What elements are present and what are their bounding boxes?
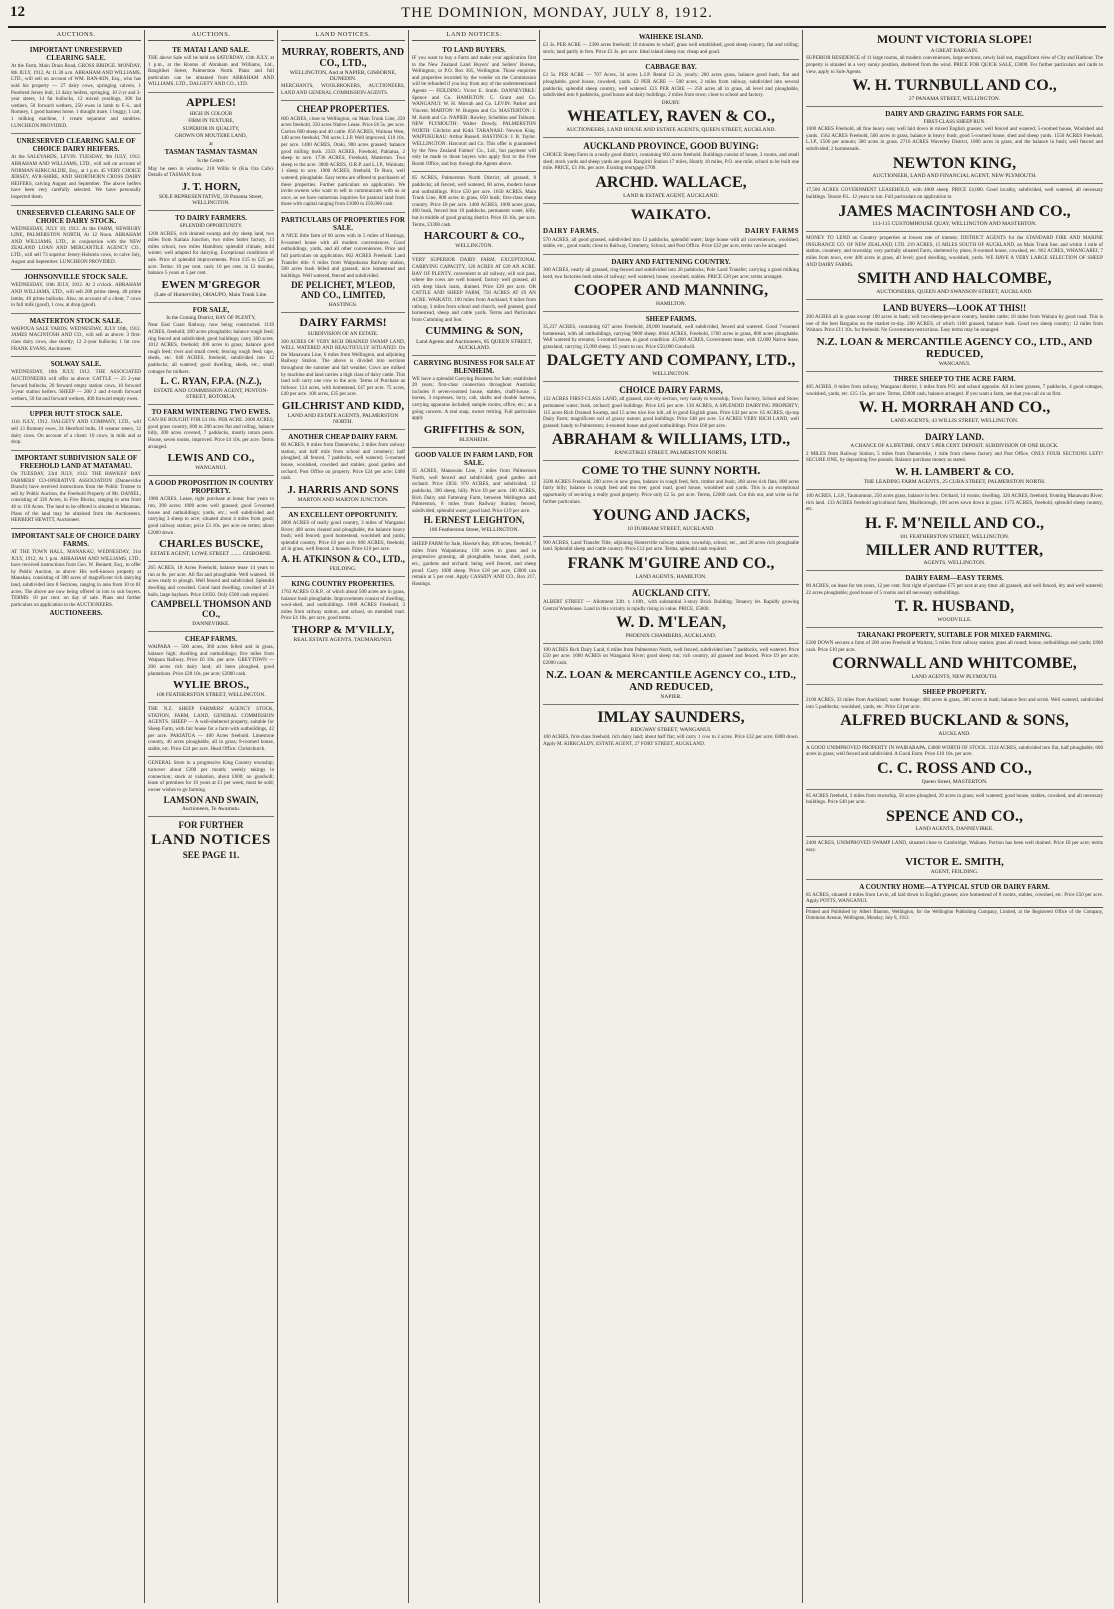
ad-title: DAIRY AND GRAZING FARMS FOR SALE. bbox=[885, 109, 1024, 118]
ad-waiheke bbox=[543, 30, 799, 60]
ad-mneill bbox=[806, 490, 1103, 571]
agent-name: LAMSON AND SWAIN, bbox=[163, 794, 259, 805]
ad-body: CHOICE Sheep Farm in a really good district, containing 602 acres freehold. Buildings consist of house, 3 rooms, and small shed; stock yards and sheep yards are good. Rangiriri Station 17 miles, Huntly 18 miles, P.O. one mile, school to be built one mile. PRICE, £3 10s. per acre. Existing mortgage £700. bbox=[543, 152, 799, 172]
ad-title: TO DAIRY FARMERS. bbox=[175, 213, 247, 222]
agent-name: MURRAY, ROBERTS, AND CO., LTD., bbox=[281, 47, 405, 69]
ad-subtitle: SUBDIVISION OF AN ESTATE. bbox=[307, 331, 379, 338]
ad-dairy-stock bbox=[11, 206, 141, 271]
ad-subtitle: A GREAT BARGAIN. bbox=[930, 47, 979, 54]
ad-body: 1980 ACRES, Lease, right purchase at lease; four years to run, 390 acres; 1000 acres well grassed; good 5-roomed house and outbuildings; yards, etc.; well subdivided and carrying 3 sheep to acre; situated about 4 miles from good; good railway station; price £3 10s. per acre on terms; about £2000 down. bbox=[148, 496, 274, 536]
ad-dairy-farms bbox=[281, 313, 405, 430]
ad-particulars bbox=[281, 213, 405, 313]
agent-address: NAPIER. bbox=[660, 693, 682, 700]
ad-body: IF you want to buy a Farm and make your application first to the New Zealand Land Buyers' and Sellers' Bureau, Wellington, or P.O. Box 305, Wellington. Those enquiries and properties recorded by the vendor on the Commission will be refunded if you buy from any of the undermentioned Agents — FEILDING: Victor E. Smith. DANNEVIRKE: Spence and Co. HAMILTON: C. Grant and Co. WANGANUI: W. H. Morrah and Co. LEVIN: Parker and Vincent. MARTON: W. Burgess and Co. MASTERTON: J. M. Keith and Co. NAPIER: Rowley, Schelbles and Tolhurst. NEW PLYMOUTH: Walter Dowdy. PALMERSTON NORTH: Gilchrist and Kidd. TARANAKI: Newton King. WAIPUKURAU: Arthur Russell. HASTINGS: J. B. Taylor. WELLINGTON: Harcourt and Co. This offer is guaranteed by the New Zealand Farmer' Co., Ltd., but payment will only be made to those buyers who apply first to the Free Booth Office, and buy through the Agents above. bbox=[412, 55, 536, 167]
ad-title: UNRESERVED CLEARING SALE OF CHOICE DAIRY HEIFERS. bbox=[16, 137, 136, 154]
ad-body: £200 DOWN secures a farm of 200 acres Freehold at Waitara, 5 miles from railway station; grass all round; house, outbuildings and yards; £800 cash. Price £10 per acre. bbox=[806, 640, 1103, 653]
ad-masterton bbox=[11, 314, 141, 357]
agent-address: PHOENIX CHAMBERS, AUCKLAND. bbox=[625, 632, 717, 639]
column-heading: LAND NOTICES. bbox=[281, 30, 405, 41]
ad-spence bbox=[806, 790, 1103, 838]
agent-address: LAND AGENTS, DANNEVIRKE. bbox=[915, 826, 994, 833]
agent-address: REAL ESTATE AGENTS, TAUMARUNUI. bbox=[293, 637, 393, 644]
agent-name: J. HARRIS AND SONS bbox=[287, 483, 399, 496]
agent-address: AUCKLAND. bbox=[938, 730, 971, 737]
ad-swamp-land bbox=[806, 837, 1103, 879]
ad-body: MONEY TO LEND on Country properties at lowest rate of interest. DISTRICT AGENTS for the STANDARD FIRE AND MARINE INSURANCE CO. OF NEW ZEALAND, LTD. 219 ACRES, 15 MILES SOUTH OF AUCKLAND, on Main Trunk line, and within 1 mile of station, creamery, and township; very partially situated Farm, sheltered by pines; 8-roomed house, cowshed, etc. 662 ACRES, WHANGAREI; 7 miles from town, over 400 acres in grass, all level; good dwelling, woolshed, yards. WE HAVE A VERY LARGE SELECTION OF SHEEP AND DAIRY FARMS. bbox=[806, 235, 1103, 268]
ad-title: AUCKLAND CITY. bbox=[631, 587, 711, 598]
ad-title: AN EXCELLENT OPPORTUNITY. bbox=[288, 510, 398, 519]
ad-line: GROWN ON MOUTERE LAND, bbox=[175, 133, 247, 140]
columns bbox=[8, 30, 1106, 1603]
ad-body: WAIPARA — 500 acres, 360 acres felled and in grass, balance high; dwelling and outbuildings; five miles from Waipara Railway. Price £6 10s. per acre. GREYTOWN — 200 acres rich dairy land; all been ploughed, good plantations. Price £28 10s. per acre; £2000 cash. bbox=[148, 644, 274, 677]
ad-body: 35,237 ACRES, containing 627 acres Freehold, 28,000 leasehold, well subdivided, fenced and watered. Good 7-roomed homestead, with all outbuildings, carrying 9000 sheep. 6044 ACRES, Freehold, 1700 acres in grass, 800 acres ploughable. Well watered by streams; 5-roomed house, in good condition. 45,000 ACRES, Government lease, with 12,000 Native lease, grassland, carrying 15,000 sheep. 15 years to run. Price £50,000 Goodwill. bbox=[543, 323, 799, 350]
ad-body: 570 ACRES, all good grassed, subdivided into 12 paddocks, splendid water; large house with all conveniences, woolshed, stable, etc., good roads; close to Railway, Creamery, School, and Post Office. Price £22 per acre, terms can be arranged. bbox=[543, 236, 799, 250]
agent-address: 10 DURHAM STREET, AUCKLAND. bbox=[627, 525, 715, 532]
ad-te-matai bbox=[148, 43, 274, 93]
newspaper-title: THE DOMINION, MONDAY, JULY 8, 1912. bbox=[401, 5, 713, 21]
agent-name: A. H. ATKINSON & CO., LTD., bbox=[281, 554, 405, 564]
agent-address: Queen Street, MASTERTON. bbox=[921, 778, 988, 785]
ad-title: IMPORTANT SALE OF CHOICE DAIRY FARMS. bbox=[11, 531, 141, 548]
agent-name: DALGETY AND COMPANY, LTD., bbox=[546, 352, 796, 370]
masthead bbox=[8, 4, 1106, 28]
ad-line: SUPERIOR IN QUALITY, bbox=[182, 125, 240, 132]
ad-body: WEDNESDAY, 10th JULY, 1912. THE ASSOCIATED AUCTIONEERS will offer as above: CATTLE — 25 2-year forward bullocks, 20 forward empty station cows, 10 forward 3-year station heifers. SHEEP — 200 2 and 4-tooth forward wethers, 50 fat and forward wethers, 400 forward empty ewes. bbox=[11, 369, 141, 402]
agent-address: WELLINGTON. bbox=[455, 243, 493, 250]
ad-dairy-land bbox=[806, 429, 1103, 490]
ad-title: AUCKLAND PROVINCE, GOOD BUYING: bbox=[583, 140, 759, 151]
agent-address: BLENHEIM. bbox=[459, 437, 489, 444]
ad-body: 2800 ACRES of really good country, 3 miles of Wanganui River; 400 acres cleared and ploughable, the balance heavy bush; well fenced; good homestead, woolshed and yards; splendid country. Price £6 per acre. 800 ACRES, freehold, all in grass, well fenced. 2 houses. Price £10 per acre. bbox=[281, 519, 405, 553]
agent-name: W. H. TURNBULL AND CO., bbox=[852, 77, 1057, 95]
agent-address: 101 FEATHERSTON STREET, WELLINGTON. bbox=[899, 533, 1010, 540]
ad-body: Near East Coast Railway, now being constructed. 1139 ACRES, freehold; 200 acres ploughable; balance rough feed; ring fenced and subdivided; good buildings; carry 300 acres. 1012 ACRES, freehold; 400 acres in grass; balance good rough feed; river and small creek; fencing rough feed; tape, sheds, etc. 640 ACRES, freehold, subdivided into 12 paddocks; all watered; good dwelling, sheds, etc.; small cottages for milkers. bbox=[148, 322, 274, 375]
ad-auckland-province bbox=[543, 138, 799, 204]
agent-address: THE LEADING FARM AGENTS, 25 CUBA STREET, PALMERSTON NORTH. bbox=[863, 479, 1046, 486]
ad-harcourt bbox=[412, 172, 536, 254]
ad-body: £3 3s. PER ACRE — 2300 acres freehold; 10 minutes to wharf; grass well established; good sheep country, flat and rolling; stock; land partly in fern. Price £3 3s. per acre. Ideal island sheep run; cheap and good. bbox=[543, 42, 799, 55]
agent-name: NEWTON KING, bbox=[892, 154, 1017, 172]
agent-name: COOPER AND MANNING, bbox=[573, 282, 769, 300]
ad-title: SHEEP PROPERTY. bbox=[922, 687, 987, 696]
ad-body: 2400 ACRES, UNIMPROVED SWAMP LAND, situated close to Cambridge, Waikato. Portion has been well drained. Price £8 per acre; terms easy. bbox=[806, 840, 1103, 853]
ad-line: TASMAN TASMAN TASMAN bbox=[164, 148, 258, 157]
ad-title: SOLWAY SALE. bbox=[50, 360, 102, 369]
agent-address: RIDGWAY STREET, WANGANUI. bbox=[630, 727, 712, 734]
ad-dannevirke-farm bbox=[148, 562, 274, 632]
ad-grazing-farms bbox=[806, 107, 1103, 185]
column-auctions-1 bbox=[8, 30, 145, 1603]
ad-body: A NICE little farm of 60 acres with in 5 miles of Hastings, 8-roomed house with all modern conveniences. Good outbuildings, yards, and all other conveniences. Price and full particulars on application. 662 ACRES Freehold. Land Transfer title. 6 miles from Waipukurau Railway station, 500 acres bush felled and grassed; nice homestead and buildings. Well watered, fenced and subdivided. bbox=[281, 233, 405, 279]
ad-title: MASTERTON STOCK SALE. bbox=[29, 316, 123, 325]
ad-upper-hutt bbox=[11, 407, 141, 450]
ad-title: PARTICULARS OF PROPERTIES FOR SALE. bbox=[281, 216, 405, 233]
ad-body: 1600 ACRES Freehold, all fine heavy easy well laid down in mixed English grasses; well fenced and watered; 5-roomed house, Woolshed and yards. 1562 ACRES Freehold, 500 acres in grass, balance in heavy bush; good 5-roomed house, shed and sheep yards. 1550 ACRES Freehold, L.I.P., £500 per annum; 300 acres in grass. 2716 ACRES Waverley District, 1000 acres in grass, and the balance in bush; well fenced and subdivided; 2 homesteads. bbox=[806, 126, 1103, 153]
ad-title: IMPORTANT SUBDIVISION SALE OF FREEHOLD LAND AT MATAMAU. bbox=[14, 453, 138, 470]
agent-address: ESTATE AND COMMISSION AGENT, PENTON-STREET, ROTORUA. bbox=[153, 388, 269, 401]
agent-name: CAMPBELL THOMSON AND CO., bbox=[150, 599, 272, 620]
agent-address: LAND AGENTS, 43 WILLIS STREET, WELLINGTON. bbox=[890, 417, 1019, 424]
ad-body: On TUESDAY, 23rd JULY, 1912. THE HAWKES' BAY FARMERS' CO-OPERATIVE ASSOCIATION (Dannevirke Branch) have received instructions from the Public Trustee to sell by Public Auction, the Freehold Property of Mr. DANIEL, consisting of 326 Acres, in Five Blocks, ranging in area from 46 to 118 Acres. The land to be offered is situated at Matamau. Plans of the land may be obtained from the Auctioneers. HERBERT HEWITT, Auctioneer. bbox=[11, 470, 141, 524]
ad-bay-of-plenty bbox=[148, 303, 274, 405]
ad-clearing-sale bbox=[11, 43, 141, 134]
agent-address: AGENT, FEILDING. bbox=[930, 868, 979, 875]
agent-address: WOODVILLE. bbox=[937, 617, 972, 623]
ad-body: 300 ACRES, nearly all grassed, ring-fenced and subdivided into 20 paddocks; Pole Land Transfer; carrying a good milking herd, two factories both sides of railway; well watered, house, cowshed, stables. PRICE £20 per acre; terms arranged. bbox=[543, 267, 799, 280]
column-land-notices-2 bbox=[409, 30, 540, 1603]
ad-body: 600 ACRES, close to Wellington, on Main Trunk Line, 250 acres freehold, 350 acres Native Lease. Price £6 5s. per acre. Carries 600 sheep and 40 cattle. 850 ACRES, Waituna West, 140 acres freehold, 700 acres L.I.P. Well improved, £10 10s. per acre. 1400 ACRES, Otaki, 900 acres grassed; balance good milling bush. 2333 ACRES, Freehold, Pahiatua, 2 sheep to acre. 1736 ACRES, Freehold, Masterton. Two sheep to the acre. 3000 ACRES, O.R.P. and L.I.P., Waimata; 1 sheep to acre. 1000 ACRES, freehold, Te Ruru, well watered; ploughable. Easy terms are offered to purchasers of these properties. Further particulars on application. We invite owners who want to sell to communicate with us at once, as we have numerous inquiries for pastoral land from those with capital ranging from £1000 to £50,000 cash. bbox=[281, 115, 405, 208]
ad-title: SEE PAGE 11. bbox=[182, 850, 240, 861]
column-heading: LAND NOTICES. bbox=[412, 30, 536, 41]
agent-name: LEWIS AND CO., bbox=[167, 452, 255, 465]
agent-address: FEILDING. bbox=[329, 565, 357, 572]
ad-line: Is the Centre. bbox=[197, 158, 225, 165]
ad-body: 100 ACRES, first-class freehold, rich dairy land; about half flat; will carry 1 cow to 2 acres. Price £32 per acre; £800 down. Apply M. KIRKCALDY, ESTATE AGENT, 27 FORT STREET, AUCKLAND. bbox=[543, 734, 799, 748]
ad-body: 300 ACRES OF VERY RICH DRAINED SWAMP LAND, WELL WATERED AND BEAUTIFULLY SITUATED. On the Manawatu Line, 6 miles from Wellington, and adjoining Railway Station. The above is divided into sections throughout the summer and fall weather. Cows are milked by machine and land carries a high class of dairy cattle. This land will carry one cow to the acre. Terms of Purchase as follows: 124 acres, with homestead, £47 per acre. 75 acres, £40 per acre. 100 acres, £35 per acre. bbox=[281, 338, 405, 398]
ad-easy-terms bbox=[806, 571, 1103, 628]
ad-title: WAIHEKE ISLAND. bbox=[638, 33, 704, 41]
agent-address: AUCTIONEER, LAND AND FINANCIAL AGENT, NEW PLYMOUTH. bbox=[872, 173, 1037, 180]
ad-body: 80 ACRES, on lease for ten years, 12 per cent. first right of purchase £75 per acre at any time: all grassed, and well fenced, dry and well watered; 22 acres ploughable; good house of 5 rooms and all necessary outbuildings. bbox=[806, 583, 1103, 596]
ad-money-to-lend bbox=[806, 232, 1103, 300]
ad-cheap-dairy-farm bbox=[281, 430, 405, 508]
ad-body: 100 ACRES Rich Dairy Land, 6 miles from Palmerston North, well fenced, subdivided into 7 paddocks, well watered. Price £50 per acre. 1600 ACRES on Wanganui River; good sheep run; rich country, all grassed and fenced. Price £9 per acre; £2000 cash. bbox=[543, 646, 799, 667]
ad-body: WAIPOUA SALE YARDS. WEDNESDAY, JULY 10th, 1912. JAMES MACINTOSH AND CO., will sell as above: 3 first-class dairy cows, due shortly; 12 2-year bullocks; 1 fat cow. FRANK EVANS, Auctioneer. bbox=[11, 325, 141, 352]
ad-body: 85 ACRES, situated 4 miles from Levin, all laid down in English grasses; nice homestead of 8 rooms, stables, cowshed, etc. Price £50 per acre. Apply POTTS, WANGANUI. bbox=[806, 891, 1103, 905]
ad-subtitle: SPLENDID OPPORTUNITY. bbox=[179, 223, 243, 229]
agent-name: W. H. LAMBERT & CO. bbox=[895, 466, 1014, 479]
ad-line: FIRM IN TEXTURE, bbox=[188, 118, 234, 125]
agent-address: 113-115 CUSTOMHOUSE QUAY, WELLINGTON AND MASTERTON. bbox=[872, 221, 1037, 228]
ad-body: 85 ACRES, Palmerston North District, all grassed, 8 paddocks; all fenced, well watered, 60 acres, modern house and outbuildings. Price £50 per acre. 1650 ACRES, Main Trunk Line, 800 acres in grass, 850 bush; first-class sheep country. Price £8 per acre. 1460 ACRES, 1000 acres grass, 460 bush, fenced into 10 paddocks, permanent water, hilly, but in middle of good grazing district. Price £6 10s. per acre. Terms, £3300 cash. bbox=[412, 175, 536, 228]
ad-sheep-farms bbox=[543, 312, 799, 382]
agent-address: LAND AGENTS, HAMILTON. bbox=[635, 573, 707, 580]
agent-name: CHARLES BUSCKE, bbox=[159, 538, 263, 551]
agent-name: J. T. HORN, bbox=[181, 180, 241, 193]
ad-title: DAIRY FARMS! bbox=[299, 315, 387, 330]
ad-dairy-heifers bbox=[11, 134, 141, 205]
ad-three-sheep bbox=[806, 372, 1103, 429]
ad-body: MERCHANTS, WOOLBROKERS, AUCTIONEERS, LAND AND GENERAL COMMISSION AGENTS. bbox=[281, 83, 405, 96]
ad-wintering-ewes bbox=[148, 405, 274, 476]
ad-title: LAND NOTICES bbox=[151, 831, 271, 848]
ad-waikato bbox=[543, 204, 799, 255]
ad-title: A COUNTRY HOME—A TYPICAL STUD OR DAIRY FARM. bbox=[859, 882, 1050, 891]
agent-name: ARCHD. WALLACE, bbox=[595, 174, 747, 192]
agent-address: (Late of Hunterville), OHAUPO, Main Trunk Line. bbox=[154, 291, 268, 298]
ad-good-proposition bbox=[148, 476, 274, 562]
agent-address: 27 PANAMA STREET, WELLINGTON. bbox=[908, 95, 1001, 102]
ad-body: 17,500 ACRES GOVERNMENT LEASEHOLD, with 4000 sheep. PRICE £4,000. Good locality, subdivided, well watered, all necessary buildings. Tenure P.L. 12 years to run. Full particulars on application to bbox=[806, 187, 1103, 200]
ad-matamau bbox=[11, 451, 141, 529]
column-auctions-2 bbox=[145, 30, 278, 1603]
ad-title: CABBAGE BAY. bbox=[645, 63, 697, 72]
agent-address: 180 Featherston Street, WELLINGTON. bbox=[429, 527, 519, 534]
ad-title: FOR FURTHER bbox=[178, 820, 244, 831]
ad-cheap-properties bbox=[281, 101, 405, 213]
ad-title: COME TO THE SUNNY NORTH. bbox=[581, 463, 761, 477]
ad-body: 405 ACRES, 8 miles from railway, Wanganui district, 1 miles from P.O. and school opposite. All in best grasses, 7 paddocks, 4 good cottages, woolshed, yards, etc. £15 15s. per acre. Terms, £2000 cash, balance arranged. If you want a farm, see that you call on us first. bbox=[806, 384, 1103, 397]
ad-subtitle: FIRST-CLASS SHEEP RUN. bbox=[923, 118, 986, 125]
agent-name: ABRAHAM & WILLIAMS, LTD., bbox=[551, 431, 791, 449]
ad-sheep-farm-hawkes-bay bbox=[412, 538, 536, 591]
ad-title: A GOOD PROPOSITION IN COUNTRY PROPERTY. bbox=[148, 479, 274, 496]
agent-name: W. D. M'LEAN, bbox=[615, 614, 727, 632]
column-land-notices-3 bbox=[540, 30, 803, 1603]
ad-body: 132 ACRES FIRST-CLASS LAND, all grassed, nice dry section, very handy to township, Town Factory, School and Store; permanent water; bush, orchard; good buildings. Price £45 per acre. 130 ACRES, A SPLENDID DAIRYING PROPERTY; 115 acres Rich Drained Swamp, and 15 acres nice low hill, all in good English grass. Price £42 per acre. 65 ACRES, tip-top Dairy Farm; magnificent soil of grassy nature; good buildings. Price £48 per acre. 54 ACRES VERY RICH LAND, well grassed; handy to Palmerston; 4-roomed house and good outbuildings. Price £60 per acre. bbox=[543, 396, 799, 429]
ad-nz-loan-napier bbox=[543, 644, 799, 705]
ad-title: TO LAND BUYERS. bbox=[442, 46, 506, 54]
column-land-notices-1 bbox=[278, 30, 409, 1603]
ad-mount-victoria bbox=[806, 30, 1103, 107]
imprint: Printed and Published by Albert Blanton, Wellington, for the Wellington Publishing Company, Limited, at the Registered Office of the Company, Dominion Avenue, Wellington, Monday, July 8, 1912. bbox=[806, 909, 1103, 922]
ad-body: 100 ACRES, L.I.P., Taumarunui, 250 acres grass, balance in fern. Orchard, 14 rooms, dwelling. 320 ACRES, freehold, fronting Manawatu River; rich land. 133 ACRES freehold agricultural farm, Marlborough, 100 acres sown down in grass. 1175 ACRES, freehold, splendid sheep country, etc. bbox=[806, 493, 1103, 513]
ad-sunny-north bbox=[543, 461, 799, 537]
agent-address: MARTON AND MARTON JUNCTION. bbox=[297, 496, 389, 503]
ad-king-country bbox=[281, 577, 405, 647]
agent-name: DE PELICHET, M'LEOD, AND CO., LIMITED, bbox=[291, 280, 395, 301]
ad-body: VERY SUPERIOR DAIRY FARM, EXCEPTIONAL CARRYING CAPACITY, 120 ACRES AT £20 AN ACRE. BAY OF PLENTY, convenient to all railway, will suit pass, where the cows are well housed; factory well grassed, all rich deep black loam, drained. Price £20 per acre. OR CATTLE AND SHEEP FARM, 750 ACRES AT £9 AN ACRE. WAIKATO, 100 miles from Auckland, 8 miles from railway, 3 miles from school and church, well grassed, good homestead, sheep and cattle yards. Terms and Particulars from Cumming and Son. bbox=[412, 257, 536, 323]
agent-name: FRANK M'GUIRE AND CO., bbox=[567, 555, 775, 573]
page-number: 12 bbox=[10, 4, 25, 20]
agent-address: AGENTS, WELLINGTON. bbox=[923, 560, 986, 567]
ad-body: CAN BE BOUGHT FOR £4 10s. PER ACRE. 2000 ACRES, good grass country, 600 to 200 acres flat and rolling, balance hilly, 300 acres covered, 7 paddocks, mostly totara posts. House, seven rooms, improved. Price £4 10s. per acre. Terms arranged. bbox=[148, 417, 274, 450]
column-land-notices-4 bbox=[803, 30, 1106, 1603]
agent-address: HAMILTON. bbox=[655, 300, 687, 307]
ad-title: TARANAKI PROPERTY, SUITABLE FOR MIXED FARMING. bbox=[857, 631, 1052, 639]
ad-body: ALBERT STREET — Allotment 33ft. x 110ft., with substantial 3-story Brick Building. Tenancy let. Rapidly growing Central Warehouse. Land in this vicinity is rapidly rising in value. PRICE, £5000. bbox=[543, 598, 799, 612]
ad-cheap-farms bbox=[148, 632, 274, 703]
ad-body: 11th JULY, 1912. DALGETY AND COMPANY, LTD., will sell 13 Romney ewes, 24 Hereford bulls, 19 weaner steers, 12 dairy cows. On account of a client: 10 cows, in milk and at drop. bbox=[11, 419, 141, 446]
agent-name: SMITH AND HALCOMBE, bbox=[857, 270, 1052, 288]
ad-body: THE above Sale will be held on SATURDAY, 13th JULY, at 1 p.m., at the Rooms of Abraham and Williams, Ltd., Rangitikei Street, Palmerston North. Plans and full particulars can be obtained from ABRAHAM AND WILLIAMS, LTD., DALGETY AND CO., LTD. bbox=[148, 55, 274, 88]
ad-title: DAIRY AND FATTENING COUNTRY. bbox=[611, 258, 731, 267]
agent-name: H. ERNEST LEIGHTON, bbox=[423, 515, 525, 526]
ad-further-notices bbox=[148, 817, 274, 864]
ad-cabbage-bay bbox=[543, 60, 799, 138]
agent-address: LAND AND ESTATE AGENTS, PALMERSTON NORTH. bbox=[287, 413, 399, 426]
ad-dairy-fattening bbox=[543, 255, 799, 312]
agent-name: EWEN M'GREGOR bbox=[161, 278, 261, 291]
ad-title: CHEAP PROPERTIES. bbox=[296, 104, 390, 115]
agent-address: 108 FEATHERSTON STREET, WELLINGTON. bbox=[156, 692, 266, 699]
ad-country-home bbox=[806, 880, 1103, 927]
ad-title: DAIRY FARM—EASY TERMS. bbox=[905, 574, 1004, 583]
ad-title: FOR SALE, bbox=[192, 305, 230, 314]
agent-address: SOLE REPRESENTATIVE, 59 Panama Street, WELLINGTON. bbox=[158, 193, 264, 206]
ad-body: 1200 ACRES, rich drained swamp and dry sheep land, two miles from Kaitaia Junction, two miles butter factory, 13 miles school, two miles Hamilton; splendid climate, mild winter; well adapted for dairying. Exceptional conditions of sale. Price of splendid improvements. Price £15 to £25 per acre. Terms: 10 per cent. cash; 10 per cent. in 12 months; balance 5 years at 5 per cent. bbox=[148, 230, 274, 277]
ad-title: WAIKATO. bbox=[630, 206, 712, 223]
ad-subtitle: In the Coming District, BAY OF PLENTY, bbox=[166, 314, 256, 321]
ad-body: 1763 ACRES O.R.P., of which about 500 acres are in grass, balance bush ploughable. Improvements consist of dwelling, wool-shed, and outbuildings. 1600 ACRES Freehold, 3 miles from railway station, and school, on metalled road. Price £4 10s. per acre, good terms. bbox=[281, 588, 405, 622]
ad-body: At the SALEYARDS, LEVIN. TUESDAY, 9th JULY, 1912. ABRAHAM AND WILLIAMS, LTD., will sell on account of NORMAN KIRKCALDIE, Esq., at 1 p.m. 45 VERY CHOICE JERSEY, AYR-SHIRE, AND SHORTHORN CROSS DAIRY HEIFERS, calving August and September. The above heifers have been very carefully selected. We have personally inspected them. bbox=[11, 154, 141, 200]
agent-address: AUCTIONEERS, LAND HOUSE AND ESTATE AGENTS, QUEEN STREET, AUCKLAND. bbox=[566, 126, 776, 133]
ad-title: DAIRY LAND. bbox=[925, 431, 984, 442]
agent-address: WANGANUI. bbox=[938, 361, 971, 368]
agent-name: HARCOURT & CO., bbox=[423, 230, 525, 243]
ad-body: 200 ACRES all in grass except 100 acres in bush; will two-sheep-per-acre country, besides cattle; 10 miles from Waitara by good road. This is one of the best Bargains on the market to-day. 200 ACRES, of which 1100 grassed, balance bush. Good two sheep country; 12 miles from Waitara. Price £11 10s. for freehold. No Government restrictions. Easy terms may be arranged. bbox=[806, 314, 1103, 334]
ad-title: TO FARM WINTERING TWO EWES. bbox=[151, 408, 271, 417]
ad-footer: AUCTIONEERS. bbox=[49, 609, 103, 618]
ad-title: APPLES! bbox=[185, 95, 236, 110]
ad-title: ANOTHER CHEAP DAIRY FARM. bbox=[288, 433, 398, 442]
ad-imlay-saunders bbox=[543, 705, 799, 752]
agent-name: YOUNG AND JACKS, bbox=[592, 507, 750, 525]
ad-taranaki bbox=[806, 628, 1103, 685]
ad-body: 900 ACRES, Land Transfer Title, adjoining Hunterville railway station, township, school, etc., and 20 acres rich ploughable land. Splendid sheep and cattle country. Price £12 per acre. Terms, splendid cash required. bbox=[543, 539, 799, 553]
ad-solway bbox=[11, 357, 141, 407]
ad-body: WEDNESDAY, 10th JULY, 1912. At 2 o'clock. ABRAHAM AND WILLIAMS, LTD., will sell 200 prime sheep, 40 prime lambs, 40 prime bullocks. Also, on account of a client, 7 cows in full milk (good), 1 cow, at drop (good). bbox=[11, 282, 141, 309]
ad-body: 3500 ACRES Freehold, 200 acres in new grass, balance in rough feed, fern, timber and bush; 200 acres rich flats, 800 acres fairly hilly; balance in rough feed and tea tree; good road, good house, woolshed and yards. This is an exceptional opportunity of securing a really good property. Price only £2 5s. per acre. Terms, £2000 cash. Cut this out, and write us for further particulars. bbox=[543, 478, 799, 505]
ad-title: UPPER HUTT STOCK SALE. bbox=[29, 410, 123, 419]
agent-name: SPENCE AND CO., bbox=[886, 807, 1023, 825]
ad-body: WEDNESDAY, JULY 10, 1912. At the FARM, NEWBURY LINE, PALMERSTON NORTH, At 12 Noon. ABRAHAM AND WILLIAMS, LTD., in conjunction with the NEW ZEALAND LOAN AND MERCANTILE AGENCY CO., LTD., will sell 73 superior Jersey-Holstein cows, to calve July, August and September. LUNCHEON PROVIDED. bbox=[11, 225, 141, 265]
agent-address: HASTINGS. bbox=[328, 302, 358, 309]
ad-body: 2100 ACRES, 33 miles from Auckland; water frontage; 400 acres in grass, 300 acres in bush; balance fern and scrub. Well watered, subdivided into 5 paddocks; woolshed, yards, etc. Price £4 per acre. bbox=[806, 696, 1103, 710]
ad-title: SHEEP FARMS. bbox=[645, 314, 697, 323]
ad-general-store bbox=[148, 757, 274, 817]
agent-name: N.Z. LOAN & MERCANTILE AGENCY CO., LTD., AND REDUCED, bbox=[546, 668, 796, 693]
ad-title: TE MATAI LAND SALE. bbox=[172, 46, 250, 54]
ad-body: 80 ACRES, 8 miles from Dannevirke, 2 miles from railway station, and half mile from school and creamery; half ploughed, all fenced, 7 paddocks, well watered; 5-roomed house, woolshed, cowshed and stables; good garden and orchard. Post Office on property. Price £24 per acre; £400 cash. bbox=[281, 442, 405, 482]
ad-title: MOUNT VICTORIA SLOPE! bbox=[876, 32, 1033, 46]
agent-name: T. R. HUSBAND, bbox=[894, 598, 1015, 616]
ad-sheep-property bbox=[806, 685, 1103, 742]
ad-to-land-buyers bbox=[412, 43, 536, 172]
ad-title: KING COUNTRY PROPERTIES. bbox=[291, 579, 395, 588]
ad-title: CARRYING BUSINESS FOR SALE AT BLENHEIM. bbox=[413, 358, 535, 375]
ad-government-leasehold bbox=[806, 184, 1103, 232]
ad-body: SUPERIOR RESIDENCE of 11 large rooms, all modern conveniences, large sections, newly laid out, magnificent view of City and Harbour. The property is situated in a very sunny position, sheltered from the wind. PRICE FOR QUICK SALE, £3000. For further particulars and cards to view, apply to Sole Agents. bbox=[806, 55, 1103, 75]
ad-superior-dairy-farm bbox=[412, 254, 536, 355]
ad-subheading-right: DAIRY FARMS bbox=[744, 226, 799, 235]
ad-body: SHEEP FARM for Sale, Hawke's Bay, 400 acres, freehold, 7 miles from Waipukurau; 130 acres in grass and in progressive grassing, all ploughable, house, shed, yards, etc., gardens and orchard; being well fenced, and sheep proof. Carry 1000 sheep. Price £18 per acre, £3000 can remain at 5 per cent. Apply CASSIDY AND CO., Box 217, Hastings. bbox=[412, 541, 536, 587]
ad-apples bbox=[148, 93, 274, 211]
ad-title: LAND BUYERS—LOOK AT THIS!! bbox=[882, 302, 1027, 313]
ad-sheep-farmers-agency bbox=[148, 703, 274, 757]
agent-address: WANGANUI. bbox=[195, 465, 227, 472]
ad-body: 2 MILES from Railway Station, 5 miles from Dannevirke, 1 mile from cheese factory and Post Office. ONLY FOUR SECTIONS LEFT! SECURE ONE, by depositing five pounds. Balance purchase money as stated. bbox=[806, 450, 1103, 464]
column-heading: AUCTIONS. bbox=[11, 30, 141, 41]
ad-murray-roberts bbox=[281, 43, 405, 101]
agent-name: CORNWALL AND WHITCOMBE, bbox=[832, 655, 1077, 673]
ad-body: GENERAL Store in a progressive King Country township; turnover about £200 per month; weekly takings in connection; stock at valuation, about £600; no goodwill; lease of premises for 10 years at £1 per week; must be sold; owner wishes to go farming. bbox=[148, 760, 274, 793]
ad-body: 35 ACRES, Manawatu Line, 2 miles from Palmerston North, well fenced and subdivided; good garden and orchard. Price £850. 970 ACRES, and subdivided, 12 paddocks, 300 sheep, hilly. Price £8 per acre. 100 ACRES, Rich Dairy and Fattening Farm, between Wellington and Palmerston, 8 miles from Railway Station; fenced, subdivided, splendid water; good land. Price £19 per acre. bbox=[412, 468, 536, 514]
ad-body: AT THE TOWN HALL, MANAKAU, WEDNESDAY, 31st JULY, 1912, At 1 p.m. ABRAHAM AND WILLIAMS, LTD., have received instructions from Geo. W. Bennett, Esq., to offer by Public Auction, as above: His well-known property at Manakau, consisting of 380 acres of magnificent rich dairying land, subdivided into 8 Sections, ranging in area from 10 to 81 acres. The above are now being offered in lots to suit buyers. TERMS: 10 per cent. on day of sale. Plans and further particulars on application to the AUCTIONEERS. bbox=[11, 548, 141, 608]
agent-name: H. F. M'NEILL AND CO., bbox=[865, 514, 1044, 532]
agent-address: WELLINGTON. bbox=[652, 371, 690, 378]
agent-name: N.Z. LOAN & MERCANTILE AGENCY CO., LTD., AND REDUCED, bbox=[816, 335, 1093, 361]
ad-title: JOHNSONVILLE STOCK SALE. bbox=[24, 273, 128, 282]
ad-body: At the Farm, Main Drain Road, GROSS BRIDGE. MONDAY, 8th JULY, 1912, At 11.30 a.m. ABRAHAM AND WILLIAMS, LTD., will sell on account of WM. RAN-KIN, Esq., who has sold his property — 27 dairy cows, springing calvers, 1 Purebred Jersey bull, 12 dairy heifers, springing, 10 2-yr and 3-year steers, 14 fat bullocks, 12 mixed yearlings, 300 fat wethers, 50 forward wethers, 250 ewes in lamb to F.-L. and Romney, 1 good harness horse, 1 draught mare, 1 buggy, 1 cart, 1 milking machine, 1 cream separator and sundries. LUNCHEON PROVIDED. bbox=[11, 63, 141, 129]
ad-body: 265 ACRES, 18 Acres Freehold, balance lease 14 years to run at 8s. per acre. All flat and ploughable. Well watered. 18 acres ready to plough. Well fenced and subdivided. Splendid dwelling and cowshed. Good land dwelling, cowshed of 24 bails, large haybarn. Price £1050. Only £500 cash required. bbox=[148, 565, 274, 598]
ad-subtitle: A CHANCE OF A LIFETIME. ONLY 5 PER CENT. DEPOSIT. SUBDIVISION OF ONE BLOCK. bbox=[850, 443, 1059, 450]
agent-address: RANGITIKEI STREET, PALMERSTON NORTH. bbox=[614, 450, 728, 456]
ad-title: CHOICE DAIRY FARMS, bbox=[619, 385, 723, 396]
ad-hunterville bbox=[543, 537, 799, 585]
agent-address: AUCTIONEERS, QUEEN AND SWANSON STREET, AUCKLAND. bbox=[876, 288, 1033, 295]
ad-auckland-city bbox=[543, 585, 799, 644]
agent-name: MILLER AND RUTTER, bbox=[865, 541, 1044, 559]
ad-johnsonville bbox=[11, 270, 141, 313]
ad-subheading-row bbox=[543, 225, 799, 236]
ad-title: IMPORTANT UNRESERVED CLEARING SALE. bbox=[29, 46, 123, 63]
column-heading: AUCTIONS. bbox=[148, 30, 274, 41]
ad-line: at bbox=[209, 140, 213, 147]
agent-name: WYLIE BROS., bbox=[172, 679, 250, 692]
ad-land-buyers-look bbox=[806, 300, 1103, 372]
ad-body: May be seen in window, 218 Willis St (Kia Ora Cafe). Details of TASMAN from bbox=[148, 165, 274, 179]
agent-name: JAMES MACINTOSH AND CO., bbox=[838, 202, 1071, 220]
ad-title: CHEAP FARMS. bbox=[185, 635, 237, 644]
agent-address: LAND AGENTS, NEW PLYMOUTH. bbox=[911, 673, 998, 680]
agent-address: Land Agents and Auctioneers, 85 QUEEN STREET, AUCKLAND. bbox=[416, 338, 532, 351]
divider bbox=[806, 907, 1103, 908]
agent-name: GILCHRIST AND KIDD, bbox=[281, 400, 405, 413]
ad-body: THE N.Z. SHEEP FARMERS' AGENCY STOCK, STATION, FARM, LAND, GENERAL COMMISSION AGENTS. SHEEP — A well-sheltered property, suitable for Sheep Farm, with fair house for a farm with outbuildings, 42 per acre. PAKIATUA — 400 Acres freehold. Limestone country, 40 acres ploughable, all in grass; 8-roomed house, stable, etc. Price £24 per acre. Head Office: Christchurch. bbox=[148, 706, 274, 752]
ad-title: UNRESERVED CLEARING SALE OF CHOICE DAIRY STOCK. bbox=[16, 208, 136, 225]
ad-to-dairy-farmers bbox=[148, 211, 274, 303]
ad-subtitle: DRURY. bbox=[661, 99, 681, 106]
agent-name: VICTOR E. SMITH, bbox=[905, 855, 1004, 868]
agent-name: GRIFFITHS & SON, bbox=[423, 423, 525, 436]
agent-address: ESTATE AGENT, LOWE STREET ........ GISBORNE. bbox=[150, 551, 272, 558]
ad-choice-dairy-farms bbox=[543, 382, 799, 461]
ad-body: WE have a splendid Carrying Business for Sale; established 20 years; first-class connection throughout Australia; includes 8 seven-roomed house, stables, chaff-house, 5 horses, 3 expresses, lorry, cab, shafts and double harness, carrying apparatus included; sample rooms, office, etc.; as a going concern. A real snap, owner retiring. Full particulars apply bbox=[412, 375, 536, 422]
ad-wairarapa bbox=[806, 742, 1103, 790]
agent-name: L. C. RYAN, F.P.A. (N.Z.), bbox=[160, 376, 262, 387]
ad-title: GOOD VALUE IN FARM LAND, FOR SALE. bbox=[414, 451, 534, 468]
agent-name: W. H. MORRAH AND CO., bbox=[858, 399, 1051, 417]
agent-address: WELLINGTON, And at NAPIER, GISBORNE, DUNEDIN. bbox=[289, 70, 397, 82]
ad-carrying-business bbox=[412, 356, 536, 448]
ad-line: HIGH IN COLOUR bbox=[189, 110, 233, 117]
agent-name: ALFRED BUCKLAND & SONS, bbox=[840, 712, 1069, 730]
agent-name: WHEATLEY, RAVEN & CO., bbox=[567, 108, 775, 126]
ad-good-value bbox=[412, 448, 536, 538]
agent-name: C. C. ROSS AND CO., bbox=[877, 759, 1032, 777]
ad-body: A GOOD UNIMPROVED PROPERTY IN WAIRARAPA, £3000 WORTH OF STOCK. 2124 ACRES, subdivided into flat, half ploughable, 600 acres in grass; well fenced and subdivided. A Good Farm. Price £10 10s. per acre. bbox=[806, 744, 1103, 758]
agent-name: IMLAY SAUNDERS, bbox=[597, 708, 745, 726]
agent-address: Auctioneers, Te Awamutu. bbox=[181, 806, 241, 813]
agent-name: CUMMING & SON, bbox=[425, 325, 523, 338]
agent-address: LAND & ESTATE AGENT, AUCKLAND. bbox=[623, 192, 719, 199]
ad-excellent-opportunity bbox=[281, 508, 405, 577]
ad-title: THREE SHEEP TO THE ACRE FARM. bbox=[893, 375, 1016, 384]
ad-body: £3 5s. PER ACRE — 707 Acres, 34 acres L.I.P. Rental £3 2s. yearly; 200 acres grass, balance good bush, flat and ploughable, good house, cowshed, yards. £2 PER ACRE — 500 acres, 2 miles from railway, subdivided into several paddocks, splendid sheep country, well watered. £25 PER ACRE — 250 acres all in grass, all level and ploughable, subdivided into 6 paddocks, good house and dairy buildings; 2 miles from town; close to school and factory. bbox=[543, 72, 799, 99]
agent-name: THORP & M'VILLY, bbox=[291, 623, 395, 636]
ad-manakau bbox=[11, 529, 141, 622]
ad-body: 85 ACRES freehold, 3 miles from township, 50 acres ploughed, 20 acres in grass; well watered; good house, stables, cowshed, and all necessary buildings. Price £40 per acre. bbox=[806, 792, 1103, 806]
ad-subheading-left: DAIRY FARMS. bbox=[543, 226, 600, 235]
agent-address: DANNEVIRKE. bbox=[192, 621, 230, 628]
